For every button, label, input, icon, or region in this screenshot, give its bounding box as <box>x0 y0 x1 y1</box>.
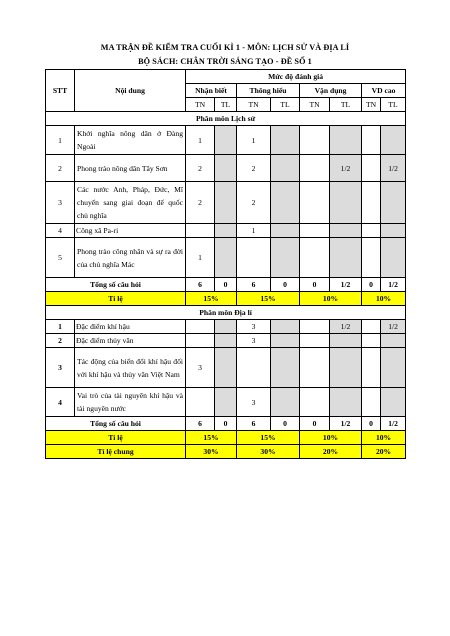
ratio-value: 15% <box>186 292 237 306</box>
row-value-cell <box>330 224 362 238</box>
total-value: 0 <box>271 278 300 292</box>
total-value: 0 <box>300 278 330 292</box>
overall-ratio-label: Tỉ lệ chung <box>46 445 186 459</box>
assessment-matrix-table <box>45 69 406 459</box>
stt-header: STT <box>46 70 75 112</box>
row-content: Tác động của biến đổi khí hậu đối với khí hậu và thủy văn Việt Nam <box>75 348 186 388</box>
table-row <box>46 155 406 182</box>
row-value-cell <box>237 348 271 388</box>
overall-ratio-value: 30% <box>186 445 237 459</box>
row-value-cell <box>330 182 362 224</box>
row-stt: 1 <box>46 320 75 334</box>
row-content: Công xã Pa-ri <box>75 224 186 238</box>
total-label: Tổng số câu hỏi <box>46 278 186 292</box>
total-value: 0 <box>300 417 330 431</box>
row-value-cell <box>300 238 330 278</box>
row-value-cell <box>300 126 330 155</box>
level-header-nhan-biet: Nhận biết <box>186 84 237 98</box>
row-value-cell <box>381 238 406 278</box>
row-value-cell <box>330 388 362 417</box>
row-value-cell <box>362 155 381 182</box>
row-value-cell <box>271 182 300 224</box>
row-value-cell <box>271 348 300 388</box>
level-header-vd-cao: VD cao <box>362 84 406 98</box>
ratio-value: 15% <box>237 431 300 445</box>
row-value-cell <box>215 126 237 155</box>
row-value-cell <box>381 334 406 348</box>
sub-header-tn: TN <box>362 98 381 112</box>
row-value-cell <box>215 334 237 348</box>
row-content: Đặc điểm thủy văn <box>75 334 186 348</box>
level-header-van-dung: Vận dụng <box>300 84 362 98</box>
total-value: 1/2 <box>330 417 362 431</box>
row-content: Phong trào nông dân Tây Sơn <box>75 155 186 182</box>
document-subtitle: BỘ SÁCH: CHÂN TRỜI SÁNG TẠO - ĐỀ SỐ 1 <box>138 57 312 66</box>
row-value-cell <box>271 388 300 417</box>
section-title: Phân môn Lịch sử <box>46 112 406 126</box>
total-value: 1/2 <box>330 278 362 292</box>
row-value-cell: 1 <box>237 224 271 238</box>
overall-ratio-value: 20% <box>300 445 362 459</box>
row-value-cell <box>362 320 381 334</box>
row-value-cell <box>330 126 362 155</box>
total-row <box>46 417 406 431</box>
row-value-cell <box>330 334 362 348</box>
total-value: 0 <box>271 417 300 431</box>
row-value-cell: 1/2 <box>330 320 362 334</box>
content-header: Nội dung <box>75 70 186 112</box>
sub-header-tl: TL <box>330 98 362 112</box>
row-value-cell <box>362 126 381 155</box>
row-stt: 2 <box>46 155 75 182</box>
ratio-value: 10% <box>300 292 362 306</box>
row-value-cell <box>215 348 237 388</box>
row-value-cell: 1/2 <box>330 155 362 182</box>
row-value-cell <box>215 388 237 417</box>
row-value-cell: 3 <box>186 348 215 388</box>
row-value-cell <box>271 334 300 348</box>
ratio-value: 15% <box>186 431 237 445</box>
row-content: Các nước Anh, Pháp, Đức, Mĩ chuyển sang giai đoạn đế quốc chủ nghĩa <box>75 182 186 224</box>
row-value-cell <box>330 348 362 388</box>
row-stt: 4 <box>46 388 75 417</box>
row-value-cell: 1/2 <box>381 155 406 182</box>
table-row <box>46 238 406 278</box>
row-value-cell: 1 <box>186 238 215 278</box>
total-value: 0 <box>362 417 381 431</box>
row-value-cell <box>381 126 406 155</box>
ratio-value: 15% <box>237 292 300 306</box>
row-value-cell <box>271 155 300 182</box>
row-value-cell <box>362 182 381 224</box>
ratio-value: 10% <box>362 292 406 306</box>
row-value-cell <box>300 388 330 417</box>
row-value-cell <box>300 155 330 182</box>
total-label: Tổng số câu hỏi <box>46 417 186 431</box>
ratio-value: 10% <box>300 431 362 445</box>
row-value-cell <box>362 334 381 348</box>
assessment-level-header: Mức độ đánh giá <box>186 70 406 84</box>
document-title: MA TRẬN ĐỀ KIỂM TRA CUỐI KÌ 1 - MÔN: LỊCH SỬ VÀ ĐỊA LÍ <box>100 43 350 52</box>
row-stt: 1 <box>46 126 75 155</box>
row-value-cell <box>300 182 330 224</box>
sub-header-tl: TL <box>271 98 300 112</box>
row-value-cell <box>362 348 381 388</box>
overall-ratio-row <box>46 445 406 459</box>
row-content: Phong trào công nhân và sự ra đời của chủ nghĩa Mác <box>75 238 186 278</box>
table-row <box>46 334 406 348</box>
row-value-cell: 2 <box>186 155 215 182</box>
ratio-label: Tỉ lệ <box>46 431 186 445</box>
row-value-cell <box>215 238 237 278</box>
row-value-cell: 1 <box>237 126 271 155</box>
overall-ratio-value: 20% <box>362 445 406 459</box>
total-value: 0 <box>215 417 237 431</box>
ratio-row <box>46 292 406 306</box>
level-header-thong-hieu: Thông hiểu <box>237 84 300 98</box>
row-value-cell: 1 <box>186 126 215 155</box>
total-value: 1/2 <box>381 417 406 431</box>
row-value-cell: 2 <box>237 182 271 224</box>
total-value: 1/2 <box>381 278 406 292</box>
row-value-cell <box>186 334 215 348</box>
row-content: Vai trò của tài nguyên khí hậu và tài nguyên nước <box>75 388 186 417</box>
row-stt: 3 <box>46 182 75 224</box>
total-value: 6 <box>237 278 271 292</box>
sub-header-tl: TL <box>215 98 237 112</box>
row-content: Đặc điểm khí hậu <box>75 320 186 334</box>
row-value-cell: 3 <box>237 320 271 334</box>
row-value-cell: 2 <box>237 155 271 182</box>
row-value-cell <box>215 155 237 182</box>
row-value-cell <box>362 224 381 238</box>
row-value-cell <box>186 388 215 417</box>
row-stt: 3 <box>46 348 75 388</box>
table-row <box>46 224 406 238</box>
row-value-cell <box>300 224 330 238</box>
sub-header-tn: TN <box>300 98 330 112</box>
row-value-cell <box>300 348 330 388</box>
row-value-cell <box>362 238 381 278</box>
row-value-cell: 1/2 <box>381 320 406 334</box>
row-value-cell <box>381 224 406 238</box>
table-row <box>46 320 406 334</box>
row-value-cell <box>300 334 330 348</box>
row-value-cell <box>215 320 237 334</box>
row-value-cell <box>237 238 271 278</box>
row-stt: 4 <box>46 224 75 238</box>
row-value-cell <box>381 388 406 417</box>
table-row <box>46 126 406 155</box>
row-value-cell <box>215 182 237 224</box>
table-row <box>46 388 406 417</box>
row-value-cell <box>271 238 300 278</box>
sub-header-tn: TN <box>237 98 271 112</box>
row-value-cell: 3 <box>237 388 271 417</box>
ratio-value: 10% <box>362 431 406 445</box>
row-value-cell <box>271 126 300 155</box>
row-stt: 5 <box>46 238 75 278</box>
row-value-cell <box>215 224 237 238</box>
row-value-cell <box>271 320 300 334</box>
overall-ratio-value: 30% <box>237 445 300 459</box>
total-value: 0 <box>215 278 237 292</box>
total-value: 6 <box>186 278 215 292</box>
ratio-label: Tỉ lệ <box>46 292 186 306</box>
row-value-cell <box>381 348 406 388</box>
row-value-cell <box>300 320 330 334</box>
row-value-cell <box>362 388 381 417</box>
total-value: 0 <box>362 278 381 292</box>
table-row <box>46 182 406 224</box>
section-title: Phân môn Địa lí <box>46 306 406 320</box>
table-row <box>46 348 406 388</box>
total-value: 6 <box>237 417 271 431</box>
total-row <box>46 278 406 292</box>
row-value-cell <box>186 320 215 334</box>
total-value: 6 <box>186 417 215 431</box>
row-value-cell <box>186 224 215 238</box>
row-content: Khởi nghĩa nông dân ở Đàng Ngoài <box>75 126 186 155</box>
sub-header-tl: TL <box>381 98 406 112</box>
row-value-cell <box>330 238 362 278</box>
sub-header-tn: TN <box>186 98 215 112</box>
row-value-cell: 2 <box>186 182 215 224</box>
row-value-cell <box>381 182 406 224</box>
section-title-row <box>46 112 406 126</box>
row-stt: 2 <box>46 334 75 348</box>
section-title-row <box>46 306 406 320</box>
row-value-cell <box>271 224 300 238</box>
ratio-row <box>46 431 406 445</box>
row-value-cell: 3 <box>237 334 271 348</box>
